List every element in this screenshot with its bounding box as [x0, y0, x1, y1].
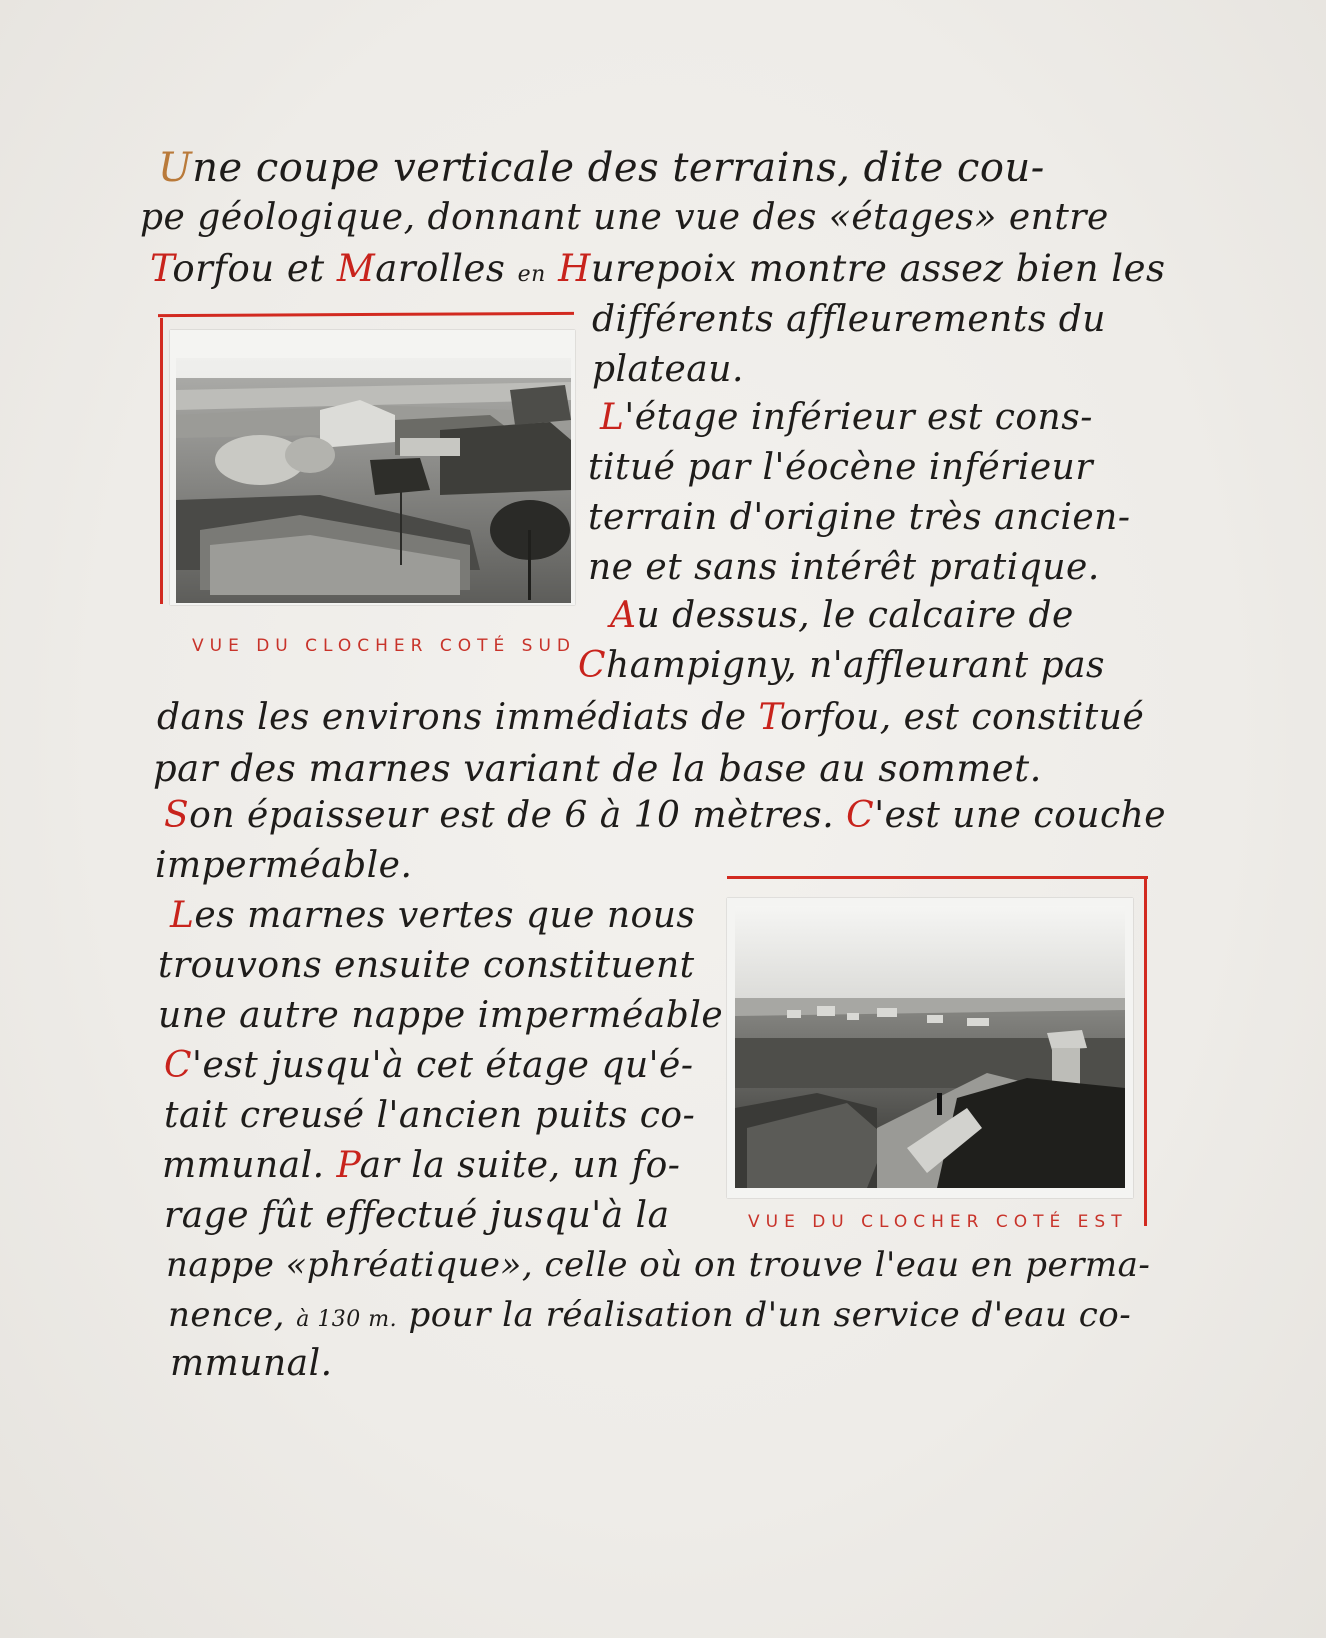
text-line: [150, 247, 1166, 290]
red-frame-left: [160, 318, 163, 604]
text-line: [153, 747, 1042, 790]
text-segment: hampigny, n'affleurant pas: [606, 645, 1106, 686]
text-segment: L: [170, 895, 195, 936]
text-segment: C: [846, 795, 875, 836]
photo-south-image: [170, 330, 575, 605]
photo-south-caption: VUE DU CLOCHER COTÉ SUD: [192, 636, 576, 656]
text-segment: 'étage inférieur est cons-: [624, 397, 1093, 438]
text-segment: nappe «phréatique», celle où on trouve l'eau en perma-: [166, 1245, 1151, 1285]
text-segment: arolles: [375, 247, 518, 290]
text-line: [158, 945, 695, 986]
photo-east: [727, 898, 1133, 1198]
text-line: [155, 845, 413, 886]
text-segment: nence,: [168, 1295, 297, 1335]
text-segment: rage fût effectué jusqu'à la: [164, 1195, 670, 1236]
text-line: [592, 349, 744, 390]
text-segment: U: [158, 145, 193, 191]
text-line: [158, 145, 1045, 191]
text-line: [140, 197, 1109, 238]
red-frame-right: [1144, 876, 1147, 1226]
text-segment: à 130 m.: [296, 1307, 398, 1332]
text-line: [168, 1295, 1132, 1335]
text-segment: titué par l'éocène inférieur: [588, 447, 1094, 488]
text-segment: tait creusé l'ancien puits co-: [164, 1095, 696, 1136]
text-line: [592, 299, 1106, 340]
text-segment: P: [336, 1145, 360, 1186]
text-line: [600, 397, 1093, 438]
text-segment: 'est une couche: [874, 795, 1167, 836]
text-segment: imperméable.: [155, 845, 413, 886]
text-segment: es marnes vertes que nous: [194, 895, 696, 936]
text-segment: ne et sans intérêt pratique.: [588, 547, 1100, 588]
text-segment: dans les environs immédiats de: [157, 697, 759, 738]
photo-south: [170, 330, 575, 605]
text-line: [158, 995, 724, 1036]
text-segment: 'est jusqu'à cet étage qu'é-: [192, 1045, 694, 1086]
text-segment: mmunal.: [162, 1145, 337, 1186]
text-line: [610, 595, 1074, 636]
text-segment: une autre nappe imperméable: [158, 995, 724, 1036]
text-segment: H: [558, 247, 591, 290]
text-line: [164, 1195, 670, 1236]
text-segment: différents affleurements du: [592, 299, 1106, 340]
text-segment: trouvons ensuite constituent: [158, 945, 695, 986]
text-line: [588, 447, 1094, 488]
text-segment: en: [517, 262, 546, 287]
text-segment: ar la suite, un fo-: [359, 1145, 681, 1186]
photo-east-image: [727, 898, 1133, 1198]
text-segment: T: [758, 697, 781, 738]
text-segment: T: [150, 247, 173, 290]
text-line: [164, 1095, 696, 1136]
text-line: [162, 1145, 681, 1186]
text-segment: orfou et: [172, 247, 337, 290]
red-frame-top: [158, 312, 574, 317]
text-segment: u dessus, le calcaire de: [636, 595, 1074, 636]
text-line: [578, 645, 1106, 686]
text-segment: ne coupe verticale des terrains, dite cou-: [192, 145, 1045, 191]
text-segment: S: [164, 795, 190, 836]
photo-east-caption: VUE DU CLOCHER COTÉ EST: [748, 1212, 1128, 1232]
text-segment: A: [610, 595, 637, 636]
text-line: [166, 1245, 1151, 1285]
text-line: [170, 895, 696, 936]
text-line: [588, 547, 1100, 588]
text-line: [170, 1343, 333, 1384]
text-segment: urepoix montre assez bien les: [590, 247, 1166, 290]
text-segment: plateau.: [592, 349, 744, 390]
text-segment: pour la réalisation d'un service d'eau co-: [397, 1295, 1132, 1335]
text-segment: M: [336, 247, 376, 290]
red-frame-top: [727, 876, 1148, 879]
text-segment: C: [164, 1045, 193, 1086]
text-segment: [546, 247, 558, 290]
text-segment: pe géologique, donnant une vue des «étages» entre: [140, 197, 1109, 238]
text-segment: orfou, est constitué: [780, 697, 1145, 738]
text-line: [164, 1045, 694, 1086]
text-segment: par des marnes variant de la base au sommet.: [153, 747, 1042, 790]
text-line: [588, 497, 1131, 538]
text-segment: terrain d'origine très ancien-: [588, 497, 1131, 538]
text-segment: L: [600, 397, 625, 438]
text-segment: on épaisseur est de 6 à 10 mètres.: [189, 795, 847, 836]
text-segment: mmunal.: [170, 1343, 333, 1384]
text-segment: C: [578, 645, 607, 686]
text-line: [164, 795, 1167, 836]
text-line: [157, 697, 1145, 738]
